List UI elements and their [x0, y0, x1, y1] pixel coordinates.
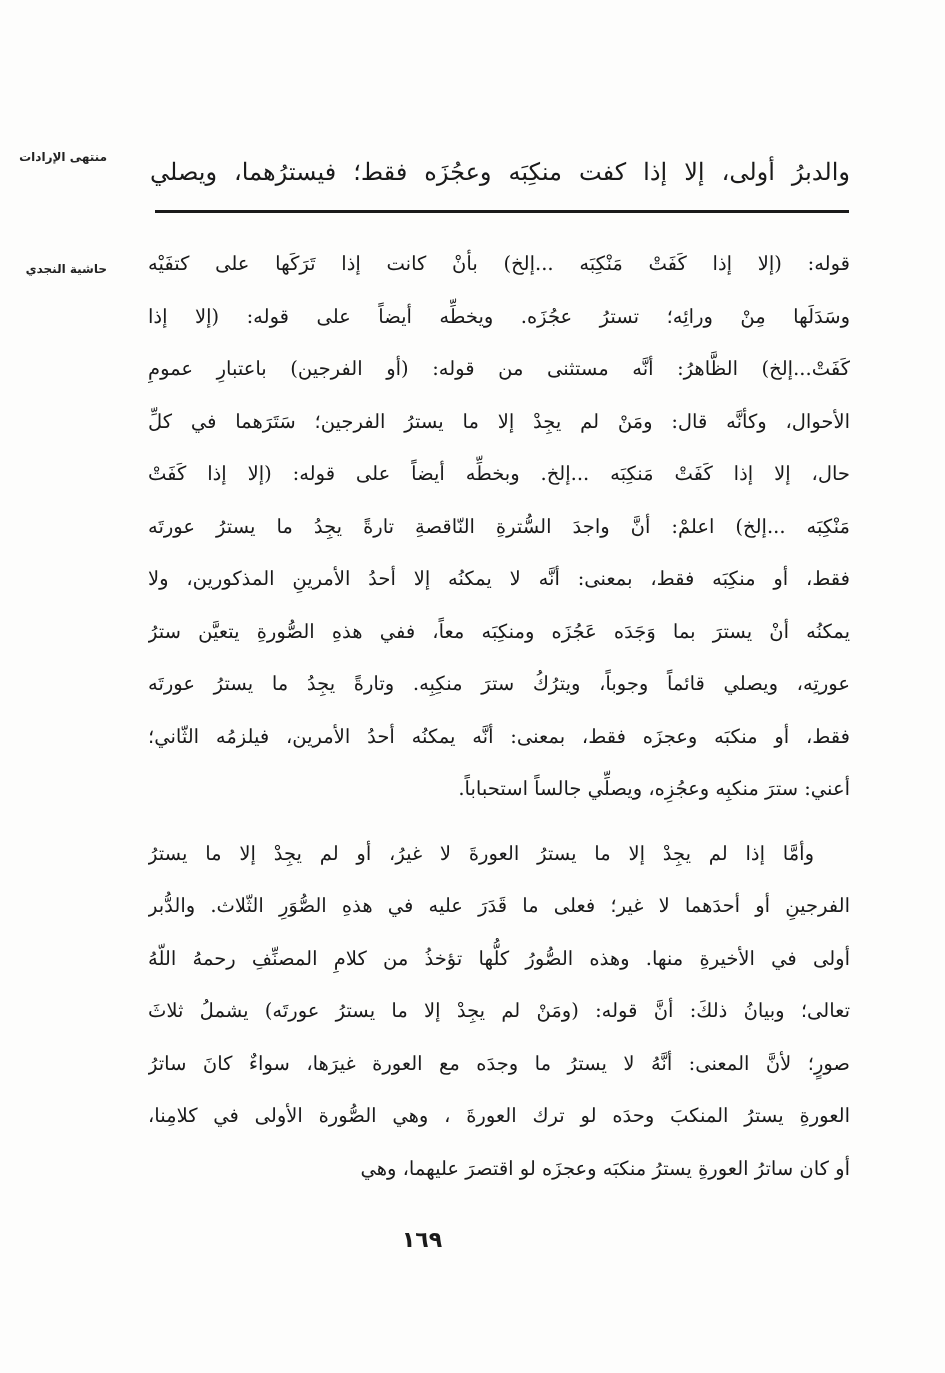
text-line: يمكنُه أنْ يسترَ بما وَجَدَه عَجُزَه ومنكِبَه معاً، ففي هذهِ الصُّورةِ يتعيَّن سترُ	[148, 619, 850, 643]
text-line: العورةِ يسترُ المنكبَ وحدَه لو ترك العورةَ ، وهي الصُّورة الأولى في كلامِنا،	[148, 1104, 850, 1127]
text-line: حال، إلا إذا كَفَتْ مَنكِبَه ...إلخ. وبخطِّه أيضاً على قوله: (إلا إذا كَفَتْ	[148, 462, 850, 485]
commentary-paragraph-2	[148, 828, 850, 1196]
text-line: كَفَتْ...إلخ) الظَّاهرُ: أنَّه مستثنى من قوله: (أو الفرجين) باعتبارِ عمومِ	[148, 357, 850, 380]
text-line: صورٍ؛ لأنَّ المعنى: أنَّهُ لا يسترُ ما وجدَه مع العورة غيرَها، سواءٌ كانَ ساترُ	[148, 1051, 850, 1075]
main-text-line: والدبرُ أولى، إلا إذا كفت منكِبَه وعجُزَه فقط؛ فيسترُهما، ويصلي	[150, 158, 850, 186]
commentary-title-margin-label: حاشية النجدي	[25, 262, 107, 276]
text-line: عورتِه، ويصلي قائماً وجوباً، ويترُكُ سترَ منكِبِه. وتارةً يجِدُ ما يسترُ عورتَه	[148, 672, 850, 695]
book-title-margin-label: منتهى الإرادات	[19, 150, 107, 164]
commentary-paragraph-1	[148, 238, 850, 816]
page-number: ١٦٩	[401, 1228, 443, 1253]
text-line: الأحوال، وكأنَّه قال: ومَنْ لم يجِدْ إلا ما يسترُ الفرجين؛ سَتَرَهما في كلِّ	[148, 409, 850, 433]
text-line: أولى في الأخيرةِ منها. وهذه الصُّورُ كلُّها تؤخذُ من كلامِ المصنِّفِ رحمهُ اللّهُ	[148, 946, 850, 970]
text-line: قوله: (إلا إذا كَفَتْ مَنْكِبَه ...إلخ) بأنْ كانت إذا تَرَكَها على كتفَيْه	[148, 252, 850, 275]
text-line: أعني: سترَ منكبِه وعجُزِه، ويصلِّي جالساً استحباباً.	[458, 777, 850, 800]
text-line: وسَدَلَها مِنْ ورائِه؛ تسترُ عجُزَه. ويخطِّه أيضاً على قوله: (إلا إذا	[148, 304, 850, 328]
text-line: فقط، أو منكِبَه فقط، بمعنى: أنَّه لا يمكنُه إلا أحدُ الأمرينِ المذكورين، ولا	[148, 567, 850, 590]
text-line: الفرجينِ أو أحدَهما لا غير؛ فعلى ما قَدَرَ عليه في هذهِ الصُّوَرِ الثّلاث. والدُّبر	[148, 894, 850, 917]
text-line: وأمَّا إذا لم يجِدْ إلا ما يسترُ العورةَ لا غيرُ، أو لم يجِدْ إلا ما يسترُ	[148, 841, 814, 865]
text-line: فقط، أو منكبَه وعجزَه فقط، بمعنى: أنَّه يمكنُه أحدُ الأمرين، فيلزمُه الثّاني؛	[148, 724, 850, 748]
separator-rule	[155, 210, 849, 213]
text-line: مَنْكِبَه ...إلخ) اعلمْ: أنَّ واجدَ السُّترةِ النّاقصةِ تارةً يجِدُ ما يسترُ عورتَه	[148, 514, 850, 538]
text-line: تعالى؛ وبيانُ ذلكَ: أنَّ قوله: (ومَنْ لم يجِدْ إلا ما يسترُ عورتَه) يشملُ ثلاثَ	[148, 999, 850, 1022]
commentary-body	[148, 238, 850, 1195]
text-line: أو كان ساترُ العورةِ يسترُ منكبَه وعجزَه لو اقتصرَ عليهما، وهي	[360, 1156, 850, 1180]
